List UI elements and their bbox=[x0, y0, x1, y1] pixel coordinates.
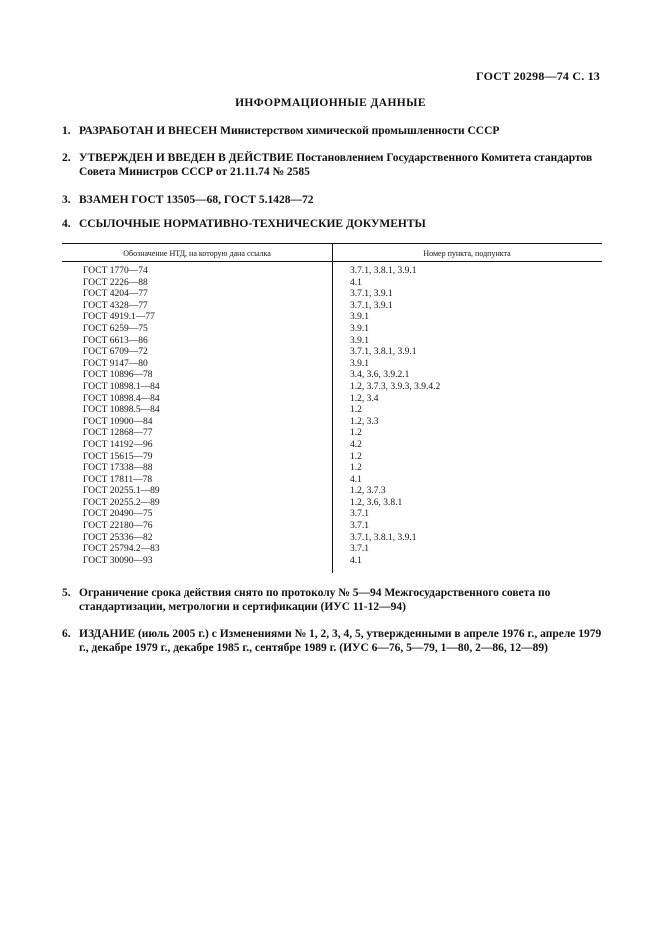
item-number: 3. bbox=[62, 194, 71, 206]
cell-document: ГОСТ 15615—79 bbox=[83, 451, 153, 462]
page-title: ИНФОРМАЦИОННЫЕ ДАННЫЕ bbox=[235, 97, 426, 109]
cell-clause: 1.2, 3.6, 3.8.1 bbox=[350, 497, 403, 508]
column-header-document: Обозначение НТД, на которую дана ссылка bbox=[123, 249, 271, 258]
cell-clause: 3.7.1, 3.9.1 bbox=[350, 289, 393, 300]
table-row bbox=[62, 394, 602, 406]
table-row bbox=[62, 359, 602, 371]
document-reference: ГОСТ 20298—74 С. 13 bbox=[476, 69, 600, 83]
item-number: 4. bbox=[62, 218, 71, 230]
cell-document: ГОСТ 30090—93 bbox=[83, 555, 153, 566]
cell-document: ГОСТ 20255.1—89 bbox=[83, 486, 160, 497]
item-text: ИЗДАНИЕ (июль 2005 г.) с Изменениями № 1, 2, 3, 4, 5, утвержденными в апреле 1976 г., апреле 1979 г., декабре 1979 г., декабре 1985 г., сентябре 1989 г. (ИУС 6—76, 5—79, 1—80, 2—86, 12—89) bbox=[79, 628, 602, 654]
table-row bbox=[62, 417, 602, 429]
cell-clause: 3.9.1 bbox=[350, 323, 369, 334]
cell-document: ГОСТ 10898.5—84 bbox=[83, 405, 160, 416]
table-row bbox=[62, 370, 602, 382]
cell-clause: 3.9.1 bbox=[350, 335, 369, 346]
table-row bbox=[62, 556, 602, 568]
cell-document: ГОСТ 9147—80 bbox=[83, 358, 148, 369]
cell-document: ГОСТ 20490—75 bbox=[83, 509, 153, 520]
table-row bbox=[62, 533, 602, 545]
cell-document: ГОСТ 12868—77 bbox=[83, 428, 153, 439]
cell-document: ГОСТ 6709—72 bbox=[83, 347, 148, 358]
table-header bbox=[62, 245, 602, 262]
item-text: Ограничение срока действия снято по протоколу № 5—94 Межгосударственного совета по стандартизации, метрологии и сертификации (ИУС 11-12—94) bbox=[79, 587, 551, 613]
table-row bbox=[62, 463, 602, 475]
table-row bbox=[62, 452, 602, 464]
info-item-6 bbox=[62, 627, 602, 655]
table-row bbox=[62, 509, 602, 521]
cell-clause: 1.2 bbox=[350, 405, 362, 416]
cell-document: ГОСТ 10900—84 bbox=[83, 416, 153, 427]
cell-document: ГОСТ 4204—77 bbox=[83, 289, 148, 300]
cell-document: ГОСТ 4919.1—77 bbox=[83, 312, 155, 323]
table-row bbox=[62, 405, 602, 417]
cell-document: ГОСТ 1770—74 bbox=[83, 266, 148, 276]
cell-document: ГОСТ 14192—96 bbox=[83, 439, 153, 450]
cell-clause: 1.2, 3.7.3 bbox=[350, 486, 386, 497]
info-item-5 bbox=[62, 586, 602, 614]
cell-clause: 3.7.1 bbox=[350, 521, 369, 532]
item-text: ССЫЛОЧНЫЕ НОРМАТИВНО-ТЕХНИЧЕСКИЕ ДОКУМЕНТЫ bbox=[79, 218, 426, 230]
item-text: УТВЕРЖДЕН И ВВЕДЕН В ДЕЙСТВИЕ Постановлением Государственного Комитета стандартов Совета Министров СССР от 21.11.74 № 2585 bbox=[79, 152, 593, 178]
cell-document: ГОСТ 2226—88 bbox=[83, 277, 148, 288]
cell-document: ГОСТ 25794.2—83 bbox=[83, 544, 160, 555]
table-row bbox=[62, 312, 602, 324]
item-number: 6. bbox=[62, 628, 71, 640]
cell-document: ГОСТ 17811—78 bbox=[83, 474, 153, 485]
cell-document: ГОСТ 20255.2—89 bbox=[83, 497, 160, 508]
reference-table-body bbox=[62, 266, 602, 567]
cell-clause: 3.7.1, 3.9.1 bbox=[350, 300, 393, 311]
cell-document: ГОСТ 10898.1—84 bbox=[83, 381, 160, 392]
table-row bbox=[62, 336, 602, 348]
cell-document: ГОСТ 22180—76 bbox=[83, 521, 153, 532]
item-number: 5. bbox=[62, 587, 71, 599]
item-number: 1. bbox=[62, 125, 71, 137]
cell-document: ГОСТ 10896—78 bbox=[83, 370, 153, 381]
item-text: ВЗАМЕН ГОСТ 13505—68, ГОСТ 5.1428—72 bbox=[79, 194, 314, 206]
table-row bbox=[62, 324, 602, 336]
cell-clause: 4.1 bbox=[350, 474, 362, 485]
cell-clause: 1.2 bbox=[350, 463, 362, 474]
info-item-3 bbox=[62, 193, 602, 207]
cell-clause: 1.2, 3.3 bbox=[350, 416, 379, 427]
table-row bbox=[62, 544, 602, 556]
table-row bbox=[62, 486, 602, 498]
cell-document: ГОСТ 6613—86 bbox=[83, 335, 148, 346]
cell-clause: 3.4, 3.6, 3.9.2.1 bbox=[350, 370, 410, 381]
cell-clause: 4.2 bbox=[350, 439, 362, 450]
cell-clause: 1.2 bbox=[350, 428, 362, 439]
table-row bbox=[62, 498, 602, 510]
cell-clause: 3.7.1, 3.8.1, 3.9.1 bbox=[350, 266, 417, 276]
table-row bbox=[62, 266, 602, 278]
table-row bbox=[62, 382, 602, 394]
cell-clause: 3.7.1 bbox=[350, 544, 369, 555]
cell-clause: 4.1 bbox=[350, 555, 362, 566]
column-header-clause: Номер пункта, подпункта bbox=[423, 249, 511, 258]
item-number: 2. bbox=[62, 152, 71, 164]
table-row bbox=[62, 475, 602, 487]
table-row bbox=[62, 301, 602, 313]
item-text: РАЗРАБОТАН И ВНЕСЕН Министерством химической промышленности СССР bbox=[79, 125, 500, 137]
cell-document: ГОСТ 4328—77 bbox=[83, 300, 148, 311]
cell-document: ГОСТ 25336—82 bbox=[83, 532, 153, 543]
table-row bbox=[62, 521, 602, 533]
cell-document: ГОСТ 10898.4—84 bbox=[83, 393, 160, 404]
cell-clause: 1.2 bbox=[350, 451, 362, 462]
cell-clause: 4.1 bbox=[350, 277, 362, 288]
table-row bbox=[62, 347, 602, 359]
cell-clause: 3.9.1 bbox=[350, 312, 369, 323]
cell-document: ГОСТ 6259—75 bbox=[83, 323, 148, 334]
table-row bbox=[62, 428, 602, 440]
table-row bbox=[62, 289, 602, 301]
info-item-1 bbox=[62, 124, 602, 138]
cell-clause: 3.7.1, 3.8.1, 3.9.1 bbox=[350, 532, 417, 543]
cell-clause: 3.7.1 bbox=[350, 509, 369, 520]
cell-document: ГОСТ 17338—88 bbox=[83, 463, 153, 474]
info-item-4 bbox=[62, 217, 602, 231]
cell-clause: 3.7.1, 3.8.1, 3.9.1 bbox=[350, 347, 417, 358]
table-row bbox=[62, 278, 602, 290]
info-item-2 bbox=[62, 151, 602, 179]
cell-clause: 1.2, 3.7.3, 3.9.3, 3.9.4.2 bbox=[350, 381, 441, 392]
table-row bbox=[62, 440, 602, 452]
cell-clause: 1.2, 3.4 bbox=[350, 393, 379, 404]
cell-clause: 3.9.1 bbox=[350, 358, 369, 369]
